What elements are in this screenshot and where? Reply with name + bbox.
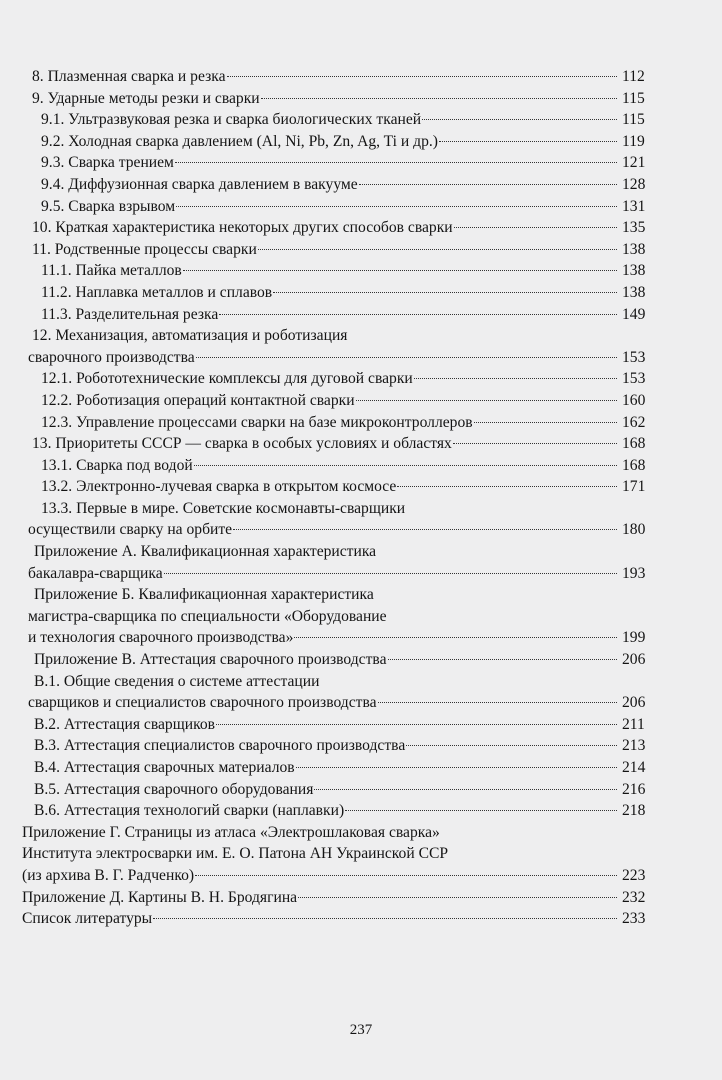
dot-leader xyxy=(216,724,617,725)
toc-page-number: 128 xyxy=(622,175,646,193)
toc-entry xyxy=(0,584,722,649)
toc-entry xyxy=(0,757,722,779)
toc-line xyxy=(0,88,645,110)
toc-line xyxy=(0,196,646,218)
toc-page-number: 213 xyxy=(622,737,646,755)
toc-page-number: 138 xyxy=(622,283,646,301)
toc-line xyxy=(0,519,646,541)
toc-page-number: 121 xyxy=(622,154,646,172)
toc-entry-title: магистра-сварщика по специальности «Оборудование xyxy=(28,607,387,625)
toc-entry-title: 13.1. Сварка под водой xyxy=(41,456,193,474)
toc-page-number: 160 xyxy=(622,391,646,409)
toc-line xyxy=(0,735,646,757)
dot-leader xyxy=(356,400,617,401)
toc-entry-title: В.6. Аттестация технологий сварки (наплавки) xyxy=(34,802,345,820)
dot-leader xyxy=(294,637,617,638)
toc-entry-title: и технология сварочного производства» xyxy=(28,629,294,647)
toc-line xyxy=(0,347,646,369)
dot-leader xyxy=(258,249,617,250)
toc-line xyxy=(0,563,646,585)
toc-entry-title: сварщиков и специалистов сварочного производства xyxy=(28,694,377,712)
dot-leader xyxy=(378,702,617,703)
toc-entry-title: 11.3. Разделительная резка xyxy=(41,305,219,323)
toc-page-number: 232 xyxy=(622,888,646,906)
toc-line xyxy=(0,282,646,304)
toc-entry-title: 11.2. Наплавка металлов и сплавов xyxy=(41,283,273,301)
dot-leader xyxy=(439,141,617,142)
toc-entry-title: 10. Краткая характеристика некоторых других способов сварки xyxy=(32,219,453,237)
dot-leader xyxy=(233,529,617,530)
toc-line xyxy=(0,865,646,887)
toc-line xyxy=(0,887,646,909)
toc-line xyxy=(0,757,646,779)
toc-entry xyxy=(0,325,722,368)
dot-leader xyxy=(397,486,617,487)
dot-leader xyxy=(454,227,617,228)
toc-entry-title: 9.5. Сварка взрывом xyxy=(41,197,176,215)
toc-entry-title: 8. Плазменная сварка и резка xyxy=(32,68,226,85)
toc-entry-title: Список литературы xyxy=(22,910,153,928)
toc-line xyxy=(0,606,722,628)
toc-entry-title: Приложение Г. Страницы из атласа «Электрошлаковая сварка» xyxy=(22,823,440,841)
toc-entry-title: Приложение В. Аттестация сварочного производства xyxy=(34,651,387,669)
toc-line xyxy=(0,843,722,865)
toc-page-number: 138 xyxy=(622,240,646,258)
toc-line xyxy=(0,584,722,606)
dot-leader xyxy=(422,119,617,120)
toc-entry-title: Института электросварки им. Е. О. Патона АН Украинской ССР xyxy=(22,845,449,863)
toc-page-number: 168 xyxy=(622,456,646,474)
toc-entry-title: 12.2. Роботизация операций контактной сварки xyxy=(41,391,355,409)
toc-page-number: 138 xyxy=(622,262,646,280)
toc-entry xyxy=(0,174,722,196)
toc-line xyxy=(0,627,646,649)
toc-page-number: 171 xyxy=(622,478,646,496)
toc-entry-title: 9.2. Холодная сварка давлением (Al, Ni, Pb, Zn, Ag, Ti и др.) xyxy=(41,132,438,150)
toc-line xyxy=(0,498,722,520)
toc-line xyxy=(0,325,722,347)
toc-entry-title: осуществили сварку на орбите xyxy=(28,521,233,539)
toc-line xyxy=(0,779,646,801)
dot-leader xyxy=(388,659,618,660)
toc-entry xyxy=(0,800,722,822)
toc-page-number: 180 xyxy=(622,521,646,539)
toc-page-number: 153 xyxy=(622,370,646,388)
toc-page-number: 115 xyxy=(622,111,645,129)
toc-entry-title: 12.1. Робототехнические комплексы для дуговой сварки xyxy=(41,370,413,388)
toc-entry-title: В.1. Общие сведения о системе аттестации xyxy=(34,672,320,690)
toc-page-number: 112 xyxy=(622,68,645,85)
toc-page-number: 149 xyxy=(622,305,646,323)
toc-page-number: 168 xyxy=(622,435,646,453)
toc-page-number: 119 xyxy=(622,132,645,150)
dot-leader xyxy=(227,76,618,77)
toc-entry xyxy=(0,304,722,326)
toc-entry-title: бакалавра-сварщика xyxy=(28,564,163,582)
toc-line xyxy=(0,66,645,88)
dot-leader xyxy=(273,292,617,293)
toc-entry xyxy=(0,887,722,909)
toc-page-number: 218 xyxy=(622,802,646,820)
toc-entry xyxy=(0,88,722,110)
page-number: 237 xyxy=(349,1022,373,1038)
toc-entry xyxy=(0,649,722,671)
dot-leader xyxy=(345,810,617,811)
dot-leader xyxy=(175,162,617,163)
toc-line xyxy=(0,649,646,671)
dot-leader xyxy=(164,573,617,574)
toc-entry xyxy=(0,476,722,498)
dot-leader xyxy=(453,443,617,444)
dot-leader xyxy=(194,465,617,466)
toc-line xyxy=(0,908,646,930)
toc-page-number: 214 xyxy=(622,759,646,776)
toc-page-number: 162 xyxy=(622,413,646,431)
toc-entry xyxy=(0,433,722,455)
dot-leader xyxy=(474,422,617,423)
toc-entry xyxy=(0,908,722,930)
toc-entry-title: 11. Родственные процессы сварки xyxy=(32,240,257,258)
toc-entry-title: Приложение Д. Картины В. Н. Бродягина xyxy=(22,888,298,906)
toc-entry xyxy=(0,368,722,390)
toc-entry xyxy=(0,260,722,282)
toc-line xyxy=(0,260,646,282)
toc-entry xyxy=(0,779,722,801)
toc-entry xyxy=(0,498,722,541)
toc-entry-title: 13.2. Электронно-лучевая сварка в открытом космосе xyxy=(41,478,397,496)
toc-entry-title: 13.3. Первые в мире. Советские космонавты-сварщики xyxy=(41,499,406,517)
dot-leader xyxy=(406,745,617,746)
toc-page-number: 206 xyxy=(622,651,646,669)
toc-page-number: 153 xyxy=(622,348,646,366)
toc-line xyxy=(0,109,645,131)
toc-entry xyxy=(0,671,722,714)
toc-entry-title: 9.4. Диффузионная сварка давлением в вакууме xyxy=(41,175,358,193)
toc-line xyxy=(0,476,646,498)
toc-page-number: 223 xyxy=(622,866,646,884)
toc-entry-title: 12. Механизация, автоматизация и роботизация xyxy=(32,327,348,345)
toc-entry xyxy=(0,390,722,412)
dot-leader xyxy=(153,918,617,919)
toc-line xyxy=(0,368,646,390)
table-of-contents xyxy=(0,66,722,930)
toc-line xyxy=(0,390,646,412)
toc-entry xyxy=(0,66,722,88)
toc-entry xyxy=(0,239,722,261)
toc-page-number: 131 xyxy=(622,197,646,215)
toc-line xyxy=(0,671,722,693)
toc-page-number: 233 xyxy=(622,910,646,928)
toc-line xyxy=(0,152,646,174)
dot-leader xyxy=(359,184,617,185)
toc-line xyxy=(0,714,645,736)
toc-entry xyxy=(0,109,722,131)
toc-entry-title: В.4. Аттестация сварочных материалов xyxy=(34,759,295,776)
toc-entry xyxy=(0,541,722,584)
toc-page-number: 206 xyxy=(622,694,646,712)
toc-line xyxy=(0,174,646,196)
toc-entry xyxy=(0,282,722,304)
toc-entry xyxy=(0,412,722,434)
toc-entry-title: Приложение А. Квалификационная характеристика xyxy=(34,543,377,561)
toc-entry-title: 9.1. Ультразвуковая резка и сварка биологических тканей xyxy=(41,111,422,129)
toc-entry xyxy=(0,822,722,887)
dot-leader xyxy=(219,314,617,315)
toc-entry-title: 11.1. Пайка металлов xyxy=(41,262,182,280)
toc-line xyxy=(0,692,646,714)
toc-entry-title: (из архива В. Г. Радченко) xyxy=(22,866,195,884)
dot-leader xyxy=(298,897,617,898)
toc-line xyxy=(0,433,646,455)
dot-leader xyxy=(176,206,617,207)
toc-entry xyxy=(0,217,722,239)
toc-entry-title: 9.3. Сварка трением xyxy=(41,154,174,172)
toc-line xyxy=(0,541,722,563)
toc-page-number: 199 xyxy=(622,629,646,647)
toc-page-number: 115 xyxy=(622,89,645,107)
toc-line xyxy=(0,304,646,326)
toc-entry xyxy=(0,455,722,477)
toc-page-number: 211 xyxy=(622,715,645,733)
toc-entry xyxy=(0,196,722,218)
toc-page-number: 135 xyxy=(622,219,646,237)
toc-entry-title: В.2. Аттестация сварщиков xyxy=(34,715,216,733)
toc-entry xyxy=(0,131,722,153)
toc-line xyxy=(0,800,646,822)
toc-line xyxy=(0,412,646,434)
dot-leader xyxy=(296,767,617,768)
toc-page-number: 216 xyxy=(622,780,646,798)
toc-entry-title: 9. Ударные методы резки и сварки xyxy=(32,89,260,107)
toc-line xyxy=(0,131,645,153)
toc-entry xyxy=(0,714,722,736)
toc-line xyxy=(0,455,646,477)
dot-leader xyxy=(196,357,617,358)
toc-entry-title: В.5. Аттестация сварочного оборудования xyxy=(34,780,314,798)
dot-leader xyxy=(183,270,617,271)
toc-entry-title: Приложение Б. Квалификационная характеристика xyxy=(34,586,374,604)
dot-leader xyxy=(414,378,617,379)
toc-line xyxy=(0,217,646,239)
toc-entry xyxy=(0,735,722,757)
dot-leader xyxy=(261,98,617,99)
dot-leader xyxy=(314,789,617,790)
toc-line xyxy=(0,822,722,844)
toc-entry xyxy=(0,152,722,174)
toc-entry-title: 12.3. Управление процессами сварки на базе микроконтроллеров xyxy=(41,413,473,431)
toc-page-number: 193 xyxy=(622,564,646,582)
toc-line xyxy=(0,239,646,261)
dot-leader xyxy=(195,875,617,876)
toc-entry-title: 13. Приоритеты СССР — сварка в особых условиях и областях xyxy=(32,435,452,453)
toc-entry-title: В.3. Аттестация специалистов сварочного производства xyxy=(34,737,406,755)
toc-entry-title: сварочного производства xyxy=(28,348,195,366)
